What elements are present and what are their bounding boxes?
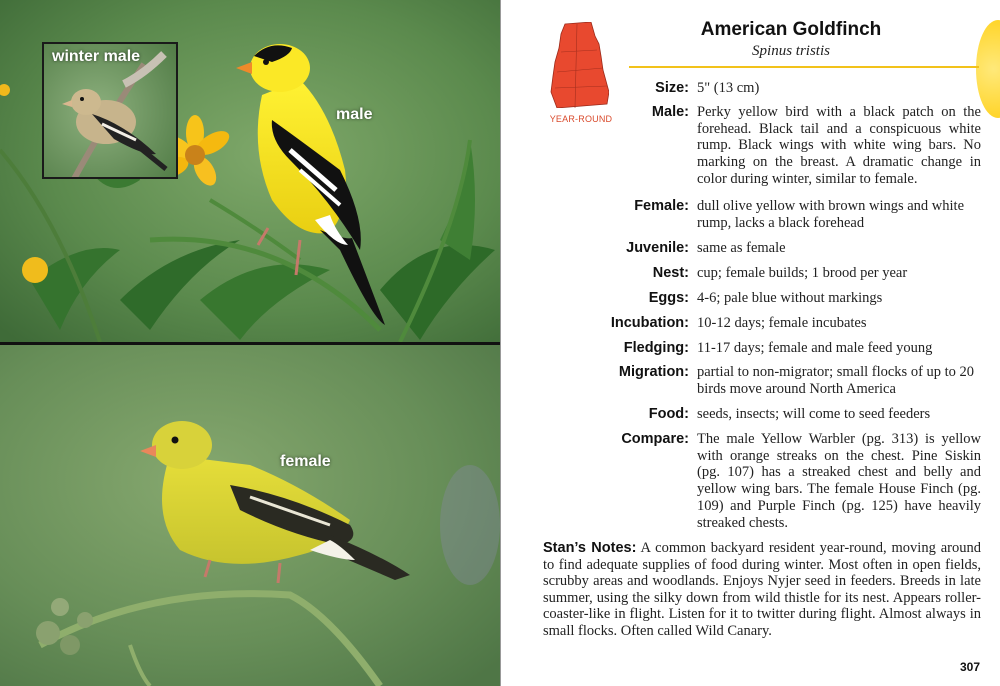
range-label: YEAR-ROUND [549,114,613,124]
winter-male-label: winter male [52,48,141,65]
stans-notes [543,540,981,639]
scientific-name: Spinus tristis [752,43,830,59]
winter-male-inset [42,42,178,179]
title-rule [629,66,979,68]
notes-text: A common backyard resident year-round, moving around to find adequate supplies of food during winter. Most often in open fields, scrubby areas and woodlands. Enjoys Nyjer seed in feeders. Breeds in late summer, using the silky down from wild thistle for its nest. Appears roller-coaster-like in flight. Listen for it to twitter during flight. Almost always in small flocks. Often called Wild Canary. [543,540,982,639]
male-photo [0,0,500,342]
common-name: American Goldfinch [700,19,882,40]
page-number: 307 [959,660,980,674]
female-photo [0,345,500,686]
male-label: male [336,106,373,123]
range-map [547,22,609,108]
notes-label: Stan’s Notes: [543,540,637,556]
species-page: YEAR-ROUND American Goldfinch Spinus tristis Size: 5" (13 cm) Male: Perky yellow bird with a black patch on the forehead. Black tail and a conspicuous white rump. Black wings with white wing bars. No marking on the breast. A dramatic change in color during winter, similar to female. Female: dull olive yellow with brown wings and white rump, lacks a black forehead Juvenile: same as female Nest: cup; female builds; 1 brood per year Eggs: 4-6; pale blue without markings Incubation: 10-12 days; female incubates Fledging: 11-17 days; female and male feed young Migration: partial to non-migrator; small flocks of up to 20 birds move around North America Food: seeds, insects; will come to seed feeders Compare: The male Yellow Warbler (pg. 313) is yellow with orange streaks on the chest. Pine Siskin (pg. 107) has a streaked chest and belly and yellow wing bars. The female House Finch (pg. 109) and Purple Finch (pg. 125) have heavily streaked chests. Stan’s Notes: A common backyard resident year-round, moving around to find adequate supplies of food during winter. Most often in open fields, scrubby areas and woodlands. Enjoys Nyjer seed in feeders. Breeds in late summer, using the silky down from wild thistle for its nest. Appears roller-coaster-like in flight. Listen for it to twitter during flight. Almost always in small flocks. Often called Wild Canary. 307 [500,0,1000,686]
female-label: female [280,453,331,470]
